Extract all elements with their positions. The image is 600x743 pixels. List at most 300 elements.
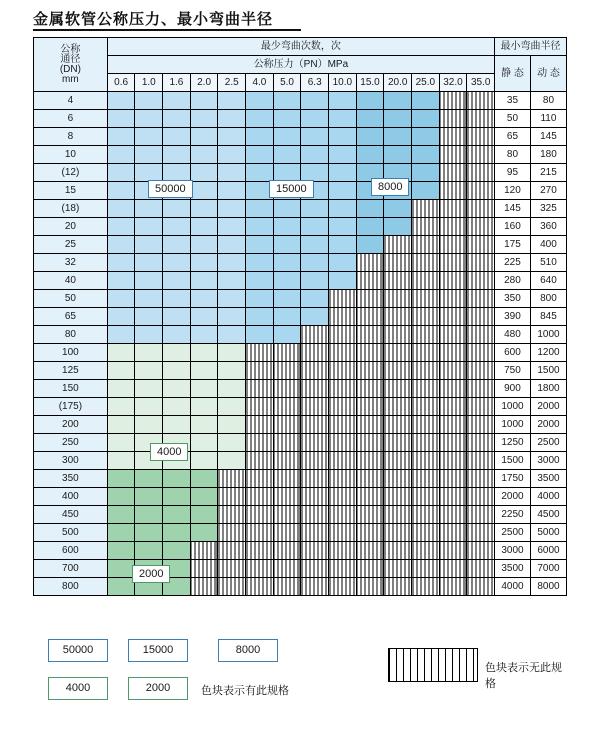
spec-cell (439, 560, 467, 578)
radius-static-value: 2250 (495, 506, 531, 524)
dn-value: 15 (34, 182, 108, 200)
spec-cell (439, 416, 467, 434)
pressure-col-header: 6.3 (301, 74, 329, 92)
spec-cell (246, 398, 274, 416)
spec-cell (190, 452, 218, 470)
legend-item-8000: 8000 (218, 639, 278, 662)
spec-cell (218, 110, 246, 128)
spec-cell (329, 542, 357, 560)
dn-header-cell (34, 38, 108, 92)
spec-table (33, 37, 567, 596)
spec-cell (246, 344, 274, 362)
spec-cell (163, 110, 191, 128)
spec-cell (356, 92, 384, 110)
spec-cell (107, 128, 135, 146)
table-row (34, 434, 567, 452)
spec-cell (273, 506, 301, 524)
spec-cell (356, 128, 384, 146)
spec-cell (107, 542, 135, 560)
spec-cell (467, 110, 495, 128)
spec-cell (107, 362, 135, 380)
spec-cell (246, 254, 274, 272)
bend-radius-header: 最小弯曲半径 (495, 38, 567, 56)
dn-value: 800 (34, 578, 108, 596)
radius-static-value: 900 (495, 380, 531, 398)
pressure-col-header: 10.0 (329, 74, 357, 92)
spec-cell (329, 470, 357, 488)
spec-cell (107, 164, 135, 182)
spec-cell (439, 146, 467, 164)
spec-cell (273, 146, 301, 164)
spec-cell (412, 218, 440, 236)
radius-static-value: 160 (495, 218, 531, 236)
radius-static-value: 35 (495, 92, 531, 110)
spec-cell (301, 218, 329, 236)
radius-dynamic-value: 145 (530, 128, 566, 146)
spec-cell (384, 326, 412, 344)
legend (33, 637, 567, 717)
legend-item-2000: 2000 (128, 677, 188, 700)
spec-cell (135, 128, 163, 146)
spec-cell (439, 452, 467, 470)
pressure-col-header: 1.0 (135, 74, 163, 92)
spec-cell (439, 542, 467, 560)
spec-cell (384, 236, 412, 254)
spec-cell (356, 416, 384, 434)
dn-value: 25 (34, 236, 108, 254)
spec-cell (218, 236, 246, 254)
spec-cell (412, 308, 440, 326)
radius-static-value: 145 (495, 200, 531, 218)
spec-cell (412, 290, 440, 308)
spec-cell (107, 200, 135, 218)
pressure-col-header: 32.0 (439, 74, 467, 92)
spec-cell (384, 470, 412, 488)
dn-value: 50 (34, 290, 108, 308)
spec-cell (412, 236, 440, 254)
table-row (34, 326, 567, 344)
spec-cell (107, 380, 135, 398)
radius-static-value: 3000 (495, 542, 531, 560)
table-row (34, 488, 567, 506)
spec-cell (163, 326, 191, 344)
spec-cell (467, 236, 495, 254)
dn-value: 40 (34, 272, 108, 290)
spec-cell (384, 92, 412, 110)
spec-cell (467, 218, 495, 236)
spec-cell (273, 488, 301, 506)
spec-cell (439, 506, 467, 524)
spec-cell (467, 452, 495, 470)
spec-cell (218, 308, 246, 326)
spec-cell (273, 110, 301, 128)
radius-dynamic-value: 5000 (530, 524, 566, 542)
spec-cell (301, 128, 329, 146)
spec-cell (439, 524, 467, 542)
spec-cell (356, 110, 384, 128)
radius-static-header: 静 态 (495, 56, 531, 92)
spec-cell (190, 128, 218, 146)
spec-cell (356, 398, 384, 416)
spec-cell (384, 308, 412, 326)
spec-cell (107, 344, 135, 362)
spec-cell (301, 398, 329, 416)
spec-cell (190, 110, 218, 128)
spec-cell (467, 272, 495, 290)
callout-4000: 4000 (150, 443, 188, 461)
spec-cell (163, 92, 191, 110)
spec-cell (412, 578, 440, 596)
spec-cell (163, 218, 191, 236)
dn-value: 700 (34, 560, 108, 578)
spec-cell (329, 218, 357, 236)
spec-cell (246, 290, 274, 308)
spec-cell (412, 488, 440, 506)
table-row (34, 290, 567, 308)
spec-cell (384, 146, 412, 164)
spec-cell (135, 542, 163, 560)
spec-cell (273, 470, 301, 488)
spec-cell (329, 488, 357, 506)
spec-cell (273, 272, 301, 290)
spec-cell (273, 290, 301, 308)
radius-static-value: 65 (495, 128, 531, 146)
spec-cell (329, 380, 357, 398)
radius-dynamic-value: 80 (530, 92, 566, 110)
spec-cell (467, 560, 495, 578)
dn-value: 200 (34, 416, 108, 434)
table-row (34, 146, 567, 164)
pressure-col-header: 20.0 (384, 74, 412, 92)
spec-cell (329, 254, 357, 272)
spec-cell (218, 254, 246, 272)
spec-cell (190, 92, 218, 110)
spec-cell (356, 524, 384, 542)
spec-cell (412, 416, 440, 434)
spec-cell (412, 452, 440, 470)
pressure-col-header: 15.0 (356, 74, 384, 92)
spec-cell (135, 164, 163, 182)
spec-cell (384, 416, 412, 434)
spec-cell (329, 416, 357, 434)
spec-cell (218, 506, 246, 524)
table-row (34, 524, 567, 542)
spec-cell (163, 470, 191, 488)
spec-cell (190, 578, 218, 596)
dn-value: 450 (34, 506, 108, 524)
spec-cell (107, 506, 135, 524)
spec-cell (273, 326, 301, 344)
spec-cell (301, 344, 329, 362)
radius-static-value: 1000 (495, 416, 531, 434)
spec-cell (246, 542, 274, 560)
spec-cell (190, 200, 218, 218)
spec-cell (218, 560, 246, 578)
spec-cell (163, 290, 191, 308)
spec-cell (412, 560, 440, 578)
spec-cell (384, 506, 412, 524)
spec-cell (218, 578, 246, 596)
spec-cell (356, 434, 384, 452)
spec-cell (384, 398, 412, 416)
radius-dynamic-value: 1500 (530, 362, 566, 380)
spec-cell (384, 254, 412, 272)
table-row (34, 92, 567, 110)
spec-cell (135, 308, 163, 326)
radius-dynamic-value: 3000 (530, 452, 566, 470)
spec-cell (190, 416, 218, 434)
spec-cell (329, 344, 357, 362)
spec-cell (412, 182, 440, 200)
spec-cell (356, 542, 384, 560)
spec-cell (356, 326, 384, 344)
spec-cell (107, 452, 135, 470)
spec-cell (246, 218, 274, 236)
spec-cell (301, 434, 329, 452)
spec-cell (135, 254, 163, 272)
dn-value: 4 (34, 92, 108, 110)
radius-static-value: 4000 (495, 578, 531, 596)
spec-cell (412, 110, 440, 128)
spec-cell (467, 542, 495, 560)
spec-cell (439, 362, 467, 380)
spec-cell (412, 398, 440, 416)
radius-static-value: 3500 (495, 560, 531, 578)
spec-cell (329, 452, 357, 470)
spec-cell (467, 92, 495, 110)
legend-item-15000: 15000 (128, 639, 188, 662)
header-row-2 (34, 56, 567, 74)
spec-cell (190, 218, 218, 236)
spec-cell (163, 542, 191, 560)
table-row (34, 470, 567, 488)
radius-dynamic-value: 2000 (530, 398, 566, 416)
spec-cell (190, 272, 218, 290)
callout-50000: 50000 (148, 180, 193, 198)
spec-cell (218, 200, 246, 218)
pressure-col-header: 5.0 (273, 74, 301, 92)
spec-cell (190, 524, 218, 542)
spec-cell (218, 398, 246, 416)
radius-dynamic-value: 1000 (530, 326, 566, 344)
spec-cell (190, 560, 218, 578)
table-row (34, 380, 567, 398)
radius-static-value: 750 (495, 362, 531, 380)
spec-cell (163, 236, 191, 254)
spec-cell (439, 128, 467, 146)
callout-15000: 15000 (269, 180, 314, 198)
dn-value: 350 (34, 470, 108, 488)
spec-cell (301, 506, 329, 524)
spec-cell (467, 164, 495, 182)
table-row (34, 164, 567, 182)
spec-cell (384, 380, 412, 398)
spec-cell (329, 560, 357, 578)
spec-cell (273, 542, 301, 560)
spec-cell (356, 362, 384, 380)
spec-cell (163, 344, 191, 362)
spec-cell (190, 542, 218, 560)
spec-cell (246, 380, 274, 398)
spec-cell (135, 506, 163, 524)
spec-cell (356, 344, 384, 362)
spec-cell (273, 344, 301, 362)
table-row (34, 560, 567, 578)
spec-cell (329, 524, 357, 542)
table-body (34, 92, 567, 596)
spec-cell (467, 398, 495, 416)
spec-cell (384, 524, 412, 542)
spec-cell (467, 506, 495, 524)
spec-cell (301, 308, 329, 326)
spec-cell (273, 92, 301, 110)
spec-cell (190, 182, 218, 200)
spec-cell (163, 128, 191, 146)
spec-cell (412, 506, 440, 524)
spec-cell (273, 218, 301, 236)
spec-cell (190, 254, 218, 272)
callout-2000: 2000 (132, 565, 170, 583)
radius-dynamic-value: 1800 (530, 380, 566, 398)
spec-cell (246, 416, 274, 434)
table-row (34, 128, 567, 146)
spec-cell (246, 308, 274, 326)
spec-cell (384, 434, 412, 452)
spec-cell (439, 272, 467, 290)
spec-cell (301, 542, 329, 560)
spec-cell (356, 272, 384, 290)
spec-cell (467, 434, 495, 452)
radius-dynamic-value: 3500 (530, 470, 566, 488)
spec-cell (273, 524, 301, 542)
spec-cell (329, 326, 357, 344)
spec-cell (218, 128, 246, 146)
spec-cell (218, 524, 246, 542)
spec-cell (190, 290, 218, 308)
spec-cell (135, 110, 163, 128)
spec-cell (163, 200, 191, 218)
page-title: 金属软管公称压力、最小弯曲半径 (33, 12, 274, 28)
spec-cell (301, 92, 329, 110)
spec-cell (273, 362, 301, 380)
spec-cell (356, 290, 384, 308)
spec-cell (246, 164, 274, 182)
spec-cell (439, 308, 467, 326)
spec-cell (107, 326, 135, 344)
radius-static-value: 120 (495, 182, 531, 200)
spec-cell (135, 470, 163, 488)
dn-value: 6 (34, 110, 108, 128)
pressure-header: 公称压力（PN）MPa (107, 56, 494, 74)
table-row (34, 398, 567, 416)
spec-cell (246, 236, 274, 254)
spec-cell (190, 344, 218, 362)
radius-dynamic-value: 6000 (530, 542, 566, 560)
spec-cell (301, 380, 329, 398)
spec-cell (246, 560, 274, 578)
spec-cell (384, 110, 412, 128)
spec-cell (301, 254, 329, 272)
spec-cell (412, 200, 440, 218)
spec-cell (135, 524, 163, 542)
spec-cell (163, 506, 191, 524)
radius-dynamic-value: 400 (530, 236, 566, 254)
spec-cell (301, 488, 329, 506)
spec-cell (356, 218, 384, 236)
spec-cell (190, 362, 218, 380)
spec-cell (356, 146, 384, 164)
spec-cell (384, 488, 412, 506)
spec-cell (246, 200, 274, 218)
spec-cell (412, 344, 440, 362)
spec-cell (135, 344, 163, 362)
spec-cell (273, 200, 301, 218)
radius-dynamic-value: 4000 (530, 488, 566, 506)
pressure-col-header: 1.6 (163, 74, 191, 92)
radius-dynamic-value: 270 (530, 182, 566, 200)
spec-cell (412, 146, 440, 164)
spec-cell (163, 416, 191, 434)
spec-cell (467, 416, 495, 434)
spec-cell (384, 200, 412, 218)
spec-cell (273, 164, 301, 182)
radius-dynamic-value: 640 (530, 272, 566, 290)
table-head (34, 38, 567, 92)
spec-cell (163, 362, 191, 380)
spec-cell (163, 398, 191, 416)
spec-cell (356, 470, 384, 488)
dn-value: (175) (34, 398, 108, 416)
spec-cell (301, 452, 329, 470)
spec-cell (218, 488, 246, 506)
spec-cell (301, 164, 329, 182)
spec-cell (246, 524, 274, 542)
table-row (34, 344, 567, 362)
spec-cell (329, 434, 357, 452)
spec-cell (301, 470, 329, 488)
spec-cell (107, 236, 135, 254)
spec-cell (218, 92, 246, 110)
spec-cell (135, 416, 163, 434)
spec-cell (273, 308, 301, 326)
radius-dynamic-value: 215 (530, 164, 566, 182)
spec-cell (163, 254, 191, 272)
dn-header-line-4: mm (62, 73, 79, 85)
spec-cell (412, 542, 440, 560)
spec-cell (273, 128, 301, 146)
spec-cell (107, 308, 135, 326)
spec-cell (218, 344, 246, 362)
spec-cell (329, 164, 357, 182)
spec-cell (135, 200, 163, 218)
spec-cell (246, 146, 274, 164)
legend-note-color: 色块表示有此规格 (201, 685, 289, 697)
spec-cell (356, 506, 384, 524)
spec-cell (301, 290, 329, 308)
spec-cell (356, 452, 384, 470)
spec-cell (467, 254, 495, 272)
dn-value: (18) (34, 200, 108, 218)
spec-cell (384, 290, 412, 308)
spec-cell (135, 236, 163, 254)
spec-cell (107, 254, 135, 272)
spec-cell (356, 578, 384, 596)
spec-cell (329, 506, 357, 524)
spec-cell (246, 272, 274, 290)
spec-cell (301, 146, 329, 164)
spec-cell (412, 164, 440, 182)
spec-cell (107, 272, 135, 290)
